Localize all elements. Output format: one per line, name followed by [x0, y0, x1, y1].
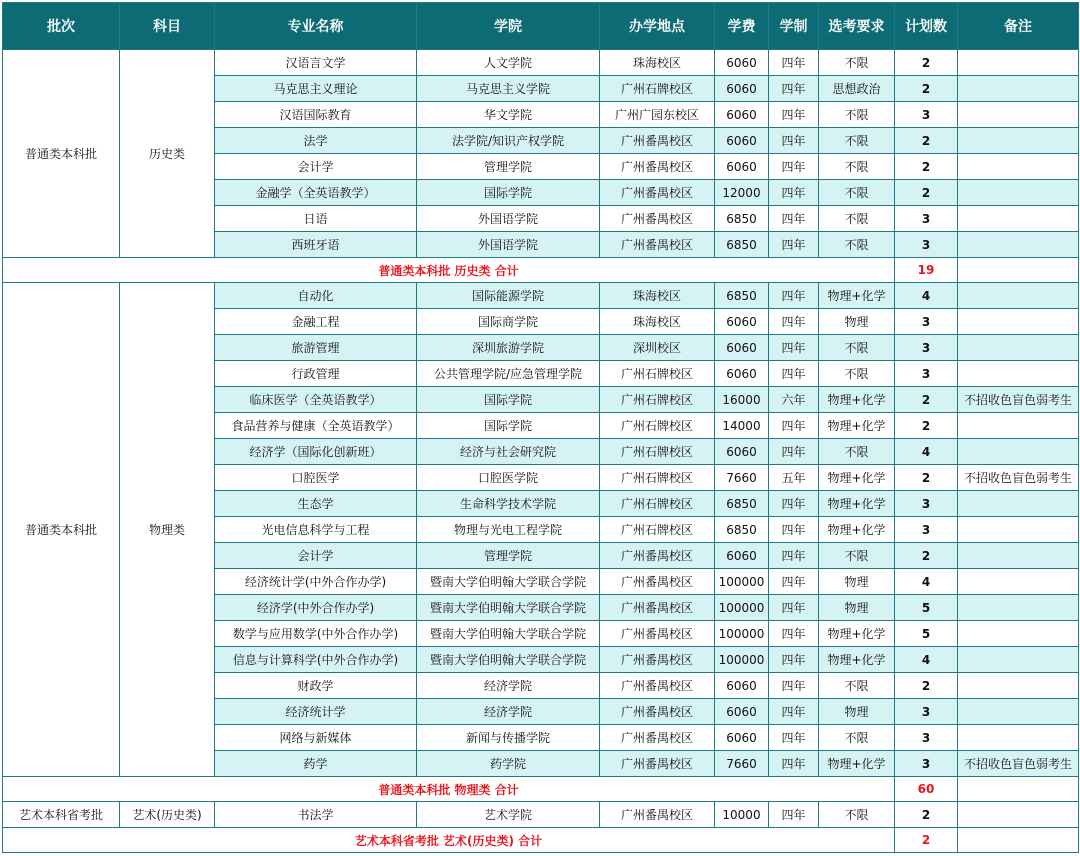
- major-cell: 口腔医学: [215, 465, 417, 491]
- plan-count-cell: 4: [895, 439, 958, 465]
- requirement-cell: 物理+化学: [819, 647, 895, 673]
- note-cell: 不招收色盲色弱考生: [958, 751, 1079, 777]
- major-cell: 经济统计学(中外合作办学): [215, 569, 417, 595]
- location-cell: 广州番禺校区: [600, 595, 715, 621]
- location-cell: 广州石牌校区: [600, 491, 715, 517]
- plan-count-cell: 3: [895, 517, 958, 543]
- college-cell: 国际学院: [417, 387, 600, 413]
- location-cell: 广州番禺校区: [600, 647, 715, 673]
- years-cell: 四年: [769, 128, 819, 154]
- fee-cell: 100000: [715, 621, 769, 647]
- plan-count-cell: 2: [895, 50, 958, 76]
- fee-cell: 14000: [715, 413, 769, 439]
- years-cell: 五年: [769, 465, 819, 491]
- batch-cell: 普通类本科批: [3, 283, 120, 777]
- college-cell: 国际能源学院: [417, 283, 600, 309]
- plan-count-cell: 3: [895, 335, 958, 361]
- fee-cell: 100000: [715, 595, 769, 621]
- batch-cell: 普通类本科批: [3, 50, 120, 258]
- major-cell: 法学: [215, 128, 417, 154]
- requirement-cell: 物理+化学: [819, 621, 895, 647]
- major-cell: 自动化: [215, 283, 417, 309]
- years-cell: 六年: [769, 387, 819, 413]
- college-cell: 华文学院: [417, 102, 600, 128]
- major-cell: 西班牙语: [215, 232, 417, 258]
- fee-cell: 6060: [715, 361, 769, 387]
- fee-cell: 6850: [715, 283, 769, 309]
- major-cell: 汉语言文学: [215, 50, 417, 76]
- note-cell: [958, 491, 1079, 517]
- major-cell: 马克思主义理论: [215, 76, 417, 102]
- years-cell: 四年: [769, 154, 819, 180]
- major-cell: 食品营养与健康（全英语教学）: [215, 413, 417, 439]
- table-header: [3, 3, 1079, 50]
- note-cell: [958, 335, 1079, 361]
- plan-count-cell: 4: [895, 569, 958, 595]
- college-cell: 公共管理学院/应急管理学院: [417, 361, 600, 387]
- plan-count-cell: 5: [895, 595, 958, 621]
- note-cell: [958, 439, 1079, 465]
- plan-count-cell: 4: [895, 647, 958, 673]
- location-cell: 广州番禺校区: [600, 751, 715, 777]
- subtotal-row: [3, 777, 1079, 802]
- requirement-cell: 不限: [819, 543, 895, 569]
- fee-cell: 6060: [715, 699, 769, 725]
- location-cell: 广州石牌校区: [600, 439, 715, 465]
- table-body: [3, 50, 1079, 853]
- college-cell: 暨南大学伯明翰大学联合学院: [417, 595, 600, 621]
- college-cell: 管理学院: [417, 154, 600, 180]
- college-cell: 物理与光电工程学院: [417, 517, 600, 543]
- major-cell: 药学: [215, 751, 417, 777]
- fee-cell: 10000: [715, 802, 769, 828]
- note-cell: [958, 725, 1079, 751]
- requirement-cell: 物理+化学: [819, 413, 895, 439]
- requirement-cell: 不限: [819, 802, 895, 828]
- requirement-cell: 不限: [819, 128, 895, 154]
- years-cell: 四年: [769, 361, 819, 387]
- header-subject: 科目: [120, 3, 215, 50]
- subject-cell: 艺术(历史类): [120, 802, 215, 828]
- years-cell: 四年: [769, 335, 819, 361]
- location-cell: 广州石牌校区: [600, 361, 715, 387]
- college-cell: 国际商学院: [417, 309, 600, 335]
- fee-cell: 100000: [715, 569, 769, 595]
- fee-cell: 6850: [715, 517, 769, 543]
- plan-count-cell: 2: [895, 154, 958, 180]
- requirement-cell: 物理: [819, 569, 895, 595]
- years-cell: 四年: [769, 569, 819, 595]
- fee-cell: 6060: [715, 309, 769, 335]
- college-cell: 生命科学技术学院: [417, 491, 600, 517]
- header-years: 学制: [769, 3, 819, 50]
- years-cell: 四年: [769, 232, 819, 258]
- years-cell: 四年: [769, 673, 819, 699]
- location-cell: 珠海校区: [600, 283, 715, 309]
- requirement-cell: 物理: [819, 595, 895, 621]
- header-row: [3, 3, 1079, 50]
- requirement-cell: 不限: [819, 673, 895, 699]
- note-cell: [958, 802, 1079, 828]
- header-batch: 批次: [3, 3, 120, 50]
- major-cell: 旅游管理: [215, 335, 417, 361]
- fee-cell: 6060: [715, 76, 769, 102]
- subject-cell: 历史类: [120, 50, 215, 258]
- header-major: 专业名称: [215, 3, 417, 50]
- location-cell: 广州番禺校区: [600, 621, 715, 647]
- requirement-cell: 不限: [819, 725, 895, 751]
- fee-cell: 6060: [715, 50, 769, 76]
- header-note: 备注: [958, 3, 1079, 50]
- plan-count-cell: 2: [895, 465, 958, 491]
- requirement-cell: 不限: [819, 206, 895, 232]
- college-cell: 马克思主义学院: [417, 76, 600, 102]
- major-cell: 光电信息科学与工程: [215, 517, 417, 543]
- location-cell: 广州番禺校区: [600, 154, 715, 180]
- major-cell: 经济学（国际化创新班）: [215, 439, 417, 465]
- note-cell: [958, 361, 1079, 387]
- location-cell: 广州番禺校区: [600, 725, 715, 751]
- note-cell: [958, 283, 1079, 309]
- fee-cell: 6060: [715, 154, 769, 180]
- admission-plan-table: [2, 2, 1079, 853]
- college-cell: 经济与社会研究院: [417, 439, 600, 465]
- plan-count-cell: 3: [895, 699, 958, 725]
- fee-cell: 6060: [715, 102, 769, 128]
- plan-count-cell: 3: [895, 102, 958, 128]
- note-cell: [958, 543, 1079, 569]
- location-cell: 珠海校区: [600, 50, 715, 76]
- major-cell: 经济学(中外合作办学): [215, 595, 417, 621]
- major-cell: 书法学: [215, 802, 417, 828]
- major-cell: 网络与新媒体: [215, 725, 417, 751]
- major-cell: 生态学: [215, 491, 417, 517]
- subtotal-note-cell: [958, 828, 1079, 853]
- note-cell: [958, 673, 1079, 699]
- plan-count-cell: 2: [895, 76, 958, 102]
- admission-plan-document: [2, 2, 1078, 853]
- note-cell: [958, 517, 1079, 543]
- location-cell: 广州番禺校区: [600, 232, 715, 258]
- major-cell: 金融工程: [215, 309, 417, 335]
- location-cell: 珠海校区: [600, 309, 715, 335]
- location-cell: 广州番禺校区: [600, 569, 715, 595]
- note-cell: [958, 76, 1079, 102]
- location-cell: 广州番禺校区: [600, 180, 715, 206]
- plan-count-cell: 4: [895, 283, 958, 309]
- college-cell: 经济学院: [417, 699, 600, 725]
- major-cell: 数学与应用数学(中外合作办学): [215, 621, 417, 647]
- fee-cell: 6850: [715, 491, 769, 517]
- plan-count-cell: 3: [895, 361, 958, 387]
- college-cell: 暨南大学伯明翰大学联合学院: [417, 569, 600, 595]
- header-requirement: 选考要求: [819, 3, 895, 50]
- college-cell: 艺术学院: [417, 802, 600, 828]
- years-cell: 四年: [769, 543, 819, 569]
- years-cell: 四年: [769, 595, 819, 621]
- years-cell: 四年: [769, 491, 819, 517]
- fee-cell: 7660: [715, 751, 769, 777]
- location-cell: 广州石牌校区: [600, 413, 715, 439]
- years-cell: 四年: [769, 283, 819, 309]
- requirement-cell: 物理+化学: [819, 751, 895, 777]
- subtotal-note-cell: [958, 258, 1079, 283]
- subtotal-note-cell: [958, 777, 1079, 802]
- college-cell: 暨南大学伯明翰大学联合学院: [417, 647, 600, 673]
- location-cell: 广州番禺校区: [600, 673, 715, 699]
- note-cell: [958, 154, 1079, 180]
- plan-count-cell: 2: [895, 413, 958, 439]
- location-cell: 广州番禺校区: [600, 206, 715, 232]
- fee-cell: 6060: [715, 543, 769, 569]
- plan-count-cell: 3: [895, 491, 958, 517]
- major-cell: 临床医学（全英语教学）: [215, 387, 417, 413]
- note-cell: [958, 206, 1079, 232]
- subtotal-row: [3, 828, 1079, 853]
- header-plan-count: 计划数: [895, 3, 958, 50]
- subtotal-count: 2: [895, 828, 958, 853]
- fee-cell: 6060: [715, 128, 769, 154]
- major-cell: 金融学（全英语教学）: [215, 180, 417, 206]
- college-cell: 深圳旅游学院: [417, 335, 600, 361]
- requirement-cell: 物理+化学: [819, 283, 895, 309]
- requirement-cell: 不限: [819, 50, 895, 76]
- college-cell: 药学院: [417, 751, 600, 777]
- fee-cell: 100000: [715, 647, 769, 673]
- college-cell: 外国语学院: [417, 232, 600, 258]
- header-college: 学院: [417, 3, 600, 50]
- plan-count-cell: 2: [895, 180, 958, 206]
- note-cell: [958, 180, 1079, 206]
- years-cell: 四年: [769, 309, 819, 335]
- years-cell: 四年: [769, 206, 819, 232]
- plan-count-cell: 3: [895, 232, 958, 258]
- note-cell: [958, 699, 1079, 725]
- college-cell: 人文学院: [417, 50, 600, 76]
- major-cell: 财政学: [215, 673, 417, 699]
- requirement-cell: 物理+化学: [819, 517, 895, 543]
- note-cell: [958, 232, 1079, 258]
- location-cell: 广州番禺校区: [600, 802, 715, 828]
- college-cell: 新闻与传播学院: [417, 725, 600, 751]
- years-cell: 四年: [769, 413, 819, 439]
- plan-count-cell: 2: [895, 543, 958, 569]
- years-cell: 四年: [769, 699, 819, 725]
- fee-cell: 12000: [715, 180, 769, 206]
- note-cell: [958, 569, 1079, 595]
- fee-cell: 6850: [715, 232, 769, 258]
- college-cell: 暨南大学伯明翰大学联合学院: [417, 621, 600, 647]
- major-cell: 经济统计学: [215, 699, 417, 725]
- batch-cell: 艺术本科省考批: [3, 802, 120, 828]
- plan-count-cell: 2: [895, 128, 958, 154]
- note-cell: [958, 595, 1079, 621]
- years-cell: 四年: [769, 180, 819, 206]
- subtotal-label: 艺术本科省考批 艺术(历史类) 合计: [3, 828, 895, 853]
- note-cell: [958, 50, 1079, 76]
- subtotal-count: 60: [895, 777, 958, 802]
- plan-count-cell: 3: [895, 309, 958, 335]
- fee-cell: 6060: [715, 725, 769, 751]
- table-row: [3, 283, 1079, 309]
- years-cell: 四年: [769, 802, 819, 828]
- note-cell: [958, 413, 1079, 439]
- location-cell: 广州石牌校区: [600, 465, 715, 491]
- plan-count-cell: 2: [895, 673, 958, 699]
- requirement-cell: 物理: [819, 699, 895, 725]
- college-cell: 法学院/知识产权学院: [417, 128, 600, 154]
- location-cell: 广州石牌校区: [600, 517, 715, 543]
- requirement-cell: 不限: [819, 232, 895, 258]
- requirement-cell: 不限: [819, 102, 895, 128]
- location-cell: 广州番禺校区: [600, 699, 715, 725]
- subject-cell: 物理类: [120, 283, 215, 777]
- plan-count-cell: 2: [895, 387, 958, 413]
- fee-cell: 7660: [715, 465, 769, 491]
- location-cell: 广州番禺校区: [600, 543, 715, 569]
- subtotal-count: 19: [895, 258, 958, 283]
- major-cell: 汉语国际教育: [215, 102, 417, 128]
- college-cell: 国际学院: [417, 413, 600, 439]
- requirement-cell: 物理+化学: [819, 465, 895, 491]
- table-row: [3, 50, 1079, 76]
- requirement-cell: 物理+化学: [819, 387, 895, 413]
- location-cell: 广州广园东校区: [600, 102, 715, 128]
- requirement-cell: 不限: [819, 180, 895, 206]
- note-cell: 不招收色盲色弱考生: [958, 465, 1079, 491]
- fee-cell: 6060: [715, 439, 769, 465]
- requirement-cell: 不限: [819, 439, 895, 465]
- years-cell: 四年: [769, 517, 819, 543]
- location-cell: 广州石牌校区: [600, 76, 715, 102]
- note-cell: [958, 102, 1079, 128]
- requirement-cell: 思想政治: [819, 76, 895, 102]
- plan-count-cell: 5: [895, 621, 958, 647]
- college-cell: 经济学院: [417, 673, 600, 699]
- years-cell: 四年: [769, 102, 819, 128]
- plan-count-cell: 3: [895, 206, 958, 232]
- years-cell: 四年: [769, 725, 819, 751]
- subtotal-row: [3, 258, 1079, 283]
- header-location: 办学地点: [600, 3, 715, 50]
- subtotal-label: 普通类本科批 物理类 合计: [3, 777, 895, 802]
- location-cell: 深圳校区: [600, 335, 715, 361]
- years-cell: 四年: [769, 50, 819, 76]
- fee-cell: 6060: [715, 335, 769, 361]
- requirement-cell: 不限: [819, 154, 895, 180]
- plan-count-cell: 2: [895, 802, 958, 828]
- years-cell: 四年: [769, 647, 819, 673]
- header-fee: 学费: [715, 3, 769, 50]
- major-cell: 会计学: [215, 154, 417, 180]
- note-cell: [958, 128, 1079, 154]
- note-cell: [958, 309, 1079, 335]
- note-cell: [958, 647, 1079, 673]
- location-cell: 广州番禺校区: [600, 128, 715, 154]
- requirement-cell: 物理: [819, 309, 895, 335]
- subtotal-label: 普通类本科批 历史类 合计: [3, 258, 895, 283]
- plan-count-cell: 3: [895, 725, 958, 751]
- note-cell: [958, 621, 1079, 647]
- fee-cell: 6060: [715, 673, 769, 699]
- college-cell: 管理学院: [417, 543, 600, 569]
- table-row: [3, 802, 1079, 828]
- major-cell: 行政管理: [215, 361, 417, 387]
- major-cell: 信息与计算科学(中外合作办学): [215, 647, 417, 673]
- note-cell: 不招收色盲色弱考生: [958, 387, 1079, 413]
- fee-cell: 16000: [715, 387, 769, 413]
- major-cell: 会计学: [215, 543, 417, 569]
- college-cell: 口腔医学院: [417, 465, 600, 491]
- college-cell: 外国语学院: [417, 206, 600, 232]
- requirement-cell: 物理+化学: [819, 491, 895, 517]
- plan-count-cell: 3: [895, 751, 958, 777]
- location-cell: 广州石牌校区: [600, 387, 715, 413]
- college-cell: 国际学院: [417, 180, 600, 206]
- fee-cell: 6850: [715, 206, 769, 232]
- years-cell: 四年: [769, 621, 819, 647]
- years-cell: 四年: [769, 439, 819, 465]
- years-cell: 四年: [769, 751, 819, 777]
- major-cell: 日语: [215, 206, 417, 232]
- requirement-cell: 不限: [819, 361, 895, 387]
- requirement-cell: 不限: [819, 335, 895, 361]
- years-cell: 四年: [769, 76, 819, 102]
